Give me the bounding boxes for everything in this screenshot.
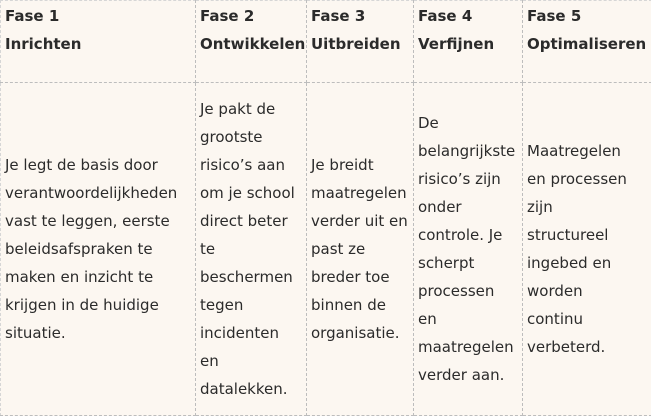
- description-line: ingebed en: [527, 249, 651, 277]
- description-line: beleidsafspraken te: [5, 235, 195, 263]
- description-line: verder uit en: [311, 207, 413, 235]
- phase-description: [5, 151, 195, 347]
- header-cell-phase-4: [414, 1, 523, 83]
- description-line: structureel: [527, 221, 651, 249]
- description-line: datalekken.: [200, 375, 306, 403]
- description-line: direct beter: [200, 207, 306, 235]
- phase-name: Optimaliseren: [527, 30, 651, 58]
- header-cell-phase-5: [523, 1, 651, 83]
- table-body-row: [1, 83, 651, 416]
- description-line: grootste: [200, 123, 306, 151]
- description-line: tegen: [200, 291, 306, 319]
- description-line: breder toe: [311, 263, 413, 291]
- description-cell-phase-4: [414, 83, 523, 416]
- phase-name: Uitbreiden: [311, 30, 413, 58]
- table-header-row: [1, 1, 651, 83]
- phase-number: Fase 4: [418, 2, 522, 30]
- header-cell-phase-2: [196, 1, 307, 83]
- description-line: krijgen in de huidige: [5, 291, 195, 319]
- description-line: Maatregelen: [527, 137, 651, 165]
- description-line: en: [200, 347, 306, 375]
- description-line: en: [418, 305, 522, 333]
- description-line: verantwoordelijkheden: [5, 179, 195, 207]
- description-line: te: [200, 235, 306, 263]
- phase-description: [200, 95, 306, 403]
- phase-description: [527, 137, 651, 361]
- description-line: past ze: [311, 235, 413, 263]
- description-line: Je legt de basis door: [5, 151, 195, 179]
- description-line: continu: [527, 305, 651, 333]
- description-line: beschermen: [200, 263, 306, 291]
- description-line: om je school: [200, 179, 306, 207]
- description-cell-phase-2: [196, 83, 307, 416]
- description-line: vast te leggen, eerste: [5, 207, 195, 235]
- phase-number: Fase 1: [5, 2, 195, 30]
- description-line: worden: [527, 277, 651, 305]
- description-line: controle. Je: [418, 221, 522, 249]
- description-line: belangrijkste: [418, 137, 522, 165]
- description-cell-phase-1: [1, 83, 196, 416]
- phase-number: Fase 2: [200, 2, 306, 30]
- description-line: risico’s zijn: [418, 165, 522, 193]
- description-cell-phase-5: [523, 83, 651, 416]
- phase-number: Fase 5: [527, 2, 651, 30]
- description-line: incidenten: [200, 319, 306, 347]
- description-line: zijn: [527, 193, 651, 221]
- phase-name: Verfijnen: [418, 30, 522, 58]
- phase-name: Ontwikkelen: [200, 30, 306, 58]
- description-line: situatie.: [5, 319, 195, 347]
- description-line: Je pakt de: [200, 95, 306, 123]
- phase-description: [418, 109, 522, 389]
- description-line: maken en inzicht te: [5, 263, 195, 291]
- header-cell-phase-3: [307, 1, 414, 83]
- description-line: organisatie.: [311, 319, 413, 347]
- description-line: verder aan.: [418, 361, 522, 389]
- phase-number: Fase 3: [311, 2, 413, 30]
- description-line: binnen de: [311, 291, 413, 319]
- phase-name: Inrichten: [5, 30, 195, 58]
- description-line: risico’s aan: [200, 151, 306, 179]
- description-line: Je breidt: [311, 151, 413, 179]
- description-line: en processen: [527, 165, 651, 193]
- description-line: onder: [418, 193, 522, 221]
- description-cell-phase-3: [307, 83, 414, 416]
- description-line: De: [418, 109, 522, 137]
- description-line: verbeterd.: [527, 333, 651, 361]
- phase-description: [311, 151, 413, 347]
- description-line: scherpt: [418, 249, 522, 277]
- description-line: maatregelen: [311, 179, 413, 207]
- description-line: maatregelen: [418, 333, 522, 361]
- description-line: processen: [418, 277, 522, 305]
- header-cell-phase-1: [1, 1, 196, 83]
